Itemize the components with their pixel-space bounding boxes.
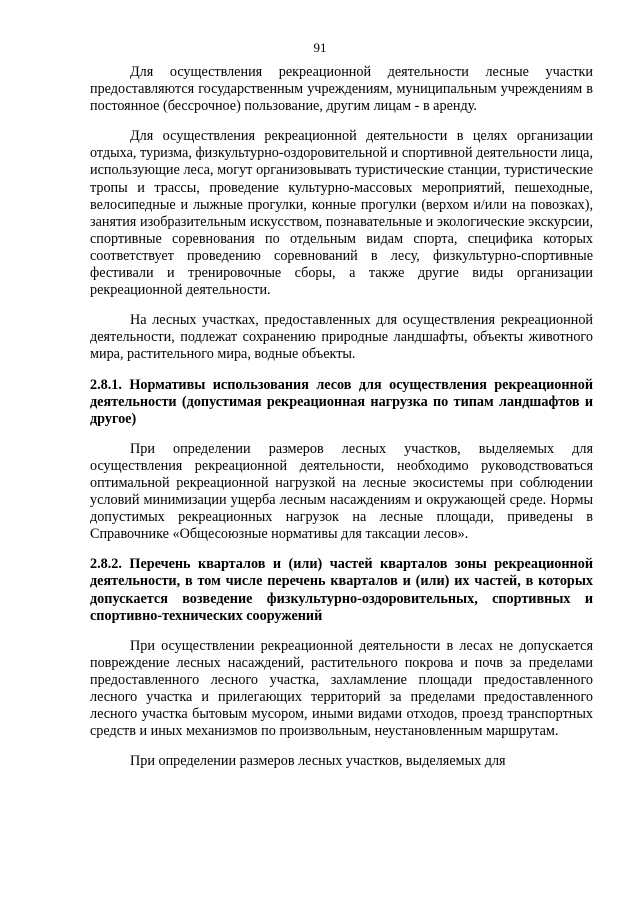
section-title: Нормативы использования лесов для осуществления рекреационной деятельности (допустимая рекреационная нагрузка по типам ландшафтов и другое): [90, 376, 593, 427]
section-title: Перечень кварталов и (или) частей кварталов зоны рекреационной деятельности, в том числе перечень кварталов и (или) их частей, в которых допускается возведение физкультурно-оздоровительных, спортивных и спортивно-технических сооружений: [90, 556, 593, 624]
paragraph-recreation-load: При определении размеров лесных участков, выделяемых для осуществления рекреационной деятельности, необходимо руководствоваться оптимальной рекреационной нагрузкой на лесные экосистемы при соблюдении условий минимизации ущерба лесным насаждениям и окружающей среде. Нормы допустимых рекреационных нагрузок на лесные площади, приведены в Справочнике «Общесоюзные нормативы для таксации лесов».: [90, 440, 593, 543]
section-number: 2.8.2.: [90, 556, 122, 573]
paragraph-land-provision: Для осуществления рекреационной деятельности лесные участки предоставляются государственным учреждениям, муниципальным учреждениям в постоянное (бессрочное) пользование, другим лицам - в аренду.: [90, 64, 593, 115]
section-heading-2-8-1: [90, 377, 593, 428]
paragraph-continued: При определении размеров лесных участков, выделяемых для: [130, 753, 506, 770]
paragraph-prohibitions: При осуществлении рекреационной деятельности в лесах не допускается повреждение лесных насаждений, растительного покрова и почв за пределами предоставленного лесного участка, захламление площади предоставленного лесного участка и прилегающих территорий за пределами предоставленного лесного участка бытовым мусором, иными видами отходов, проезд транспортных средств и иных механизмов по произвольным, неустановленным маршрутам.: [90, 637, 593, 740]
paragraph-preservation: На лесных участках, предоставленных для осуществления рекреационной деятельности, подлежат сохранению природные ландшафты, объекты животного мира, растительного мира, водные объекты.: [90, 312, 593, 363]
section-heading-2-8-2: [90, 556, 593, 624]
section-number: 2.8.1.: [90, 376, 122, 393]
document-body: [90, 64, 593, 770]
page-number: 91: [313, 40, 327, 55]
paragraph-recreation-activities: Для осуществления рекреационной деятельности в целях организации отдыха, туризма, физкультурно-оздоровительной и спортивной деятельности лица, использующие леса, могут организовывать туристические станции, туристические тропы и трассы, проведение культурно-массовых мероприятий, пешеходные, велосипедные и лыжные прогулки, конные прогулки (верхом и/или на повозках), занятия изобразительным искусством, познавательные и экологические экскурсии, спортивные соревнования по отдельным видам спорта, специфика которых соответствует проведению соревнований в лесу, физкультурно-спортивные фестивали и тренировочные сборы, а также другие виды организации рекреационной деятельности.: [90, 128, 593, 299]
